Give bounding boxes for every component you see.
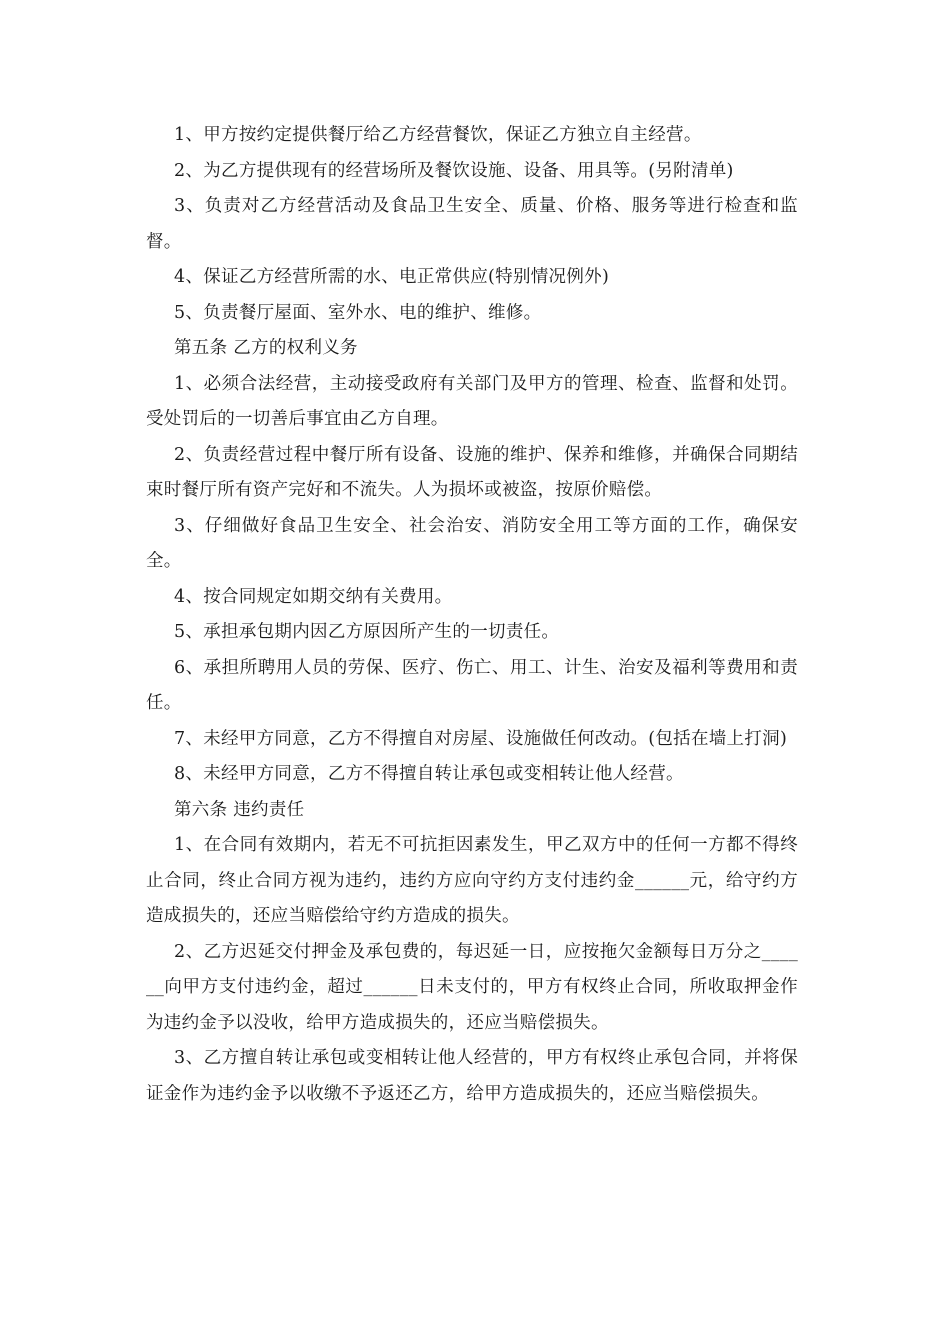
clause-5-item-5: 5、承担承包期内因乙方原因所产生的一切责任。 [174,622,560,642]
document-page [146,118,798,1112]
clause-6-item-1: 1、在合同有效期内，若无不可抗拒因素发生，甲乙双方中的任何一方都不得终止合同，终止合同方视为违约，违约方应向守约方支付违约金______元，给守约方造成损失的，还应当赔偿给守约方造成的损失。 [146,835,798,926]
clause-4-item-2: 2、为乙方提供现有的经营场所及餐饮设施、设备、用具等。(另附清单) [174,160,734,181]
clause-5-heading: 第五条 乙方的权利义务 [174,338,358,358]
clause-5-item-6: 6、承担所聘用人员的劳保、医疗、伤亡、用工、计生、治安及福利等费用和责任。 [146,657,798,713]
clause-5-item-4: 4、按合同规定如期交纳有关费用。 [174,586,453,607]
clause-5-item-2: 2、负责经营过程中餐厅所有设备、设施的维护、保养和维修，并确保合同期结束时餐厅所有资产完好和不流失。人为损坏或被盗，按原价赔偿。 [146,444,798,500]
clause-6-heading: 第六条 违约责任 [174,799,305,820]
clause-5-item-8: 8、未经甲方同意，乙方不得擅自转让承包或变相转让他人经营。 [174,764,684,784]
clause-6-item-3: 3、乙方擅自转让承包或变相转让他人经营的，甲方有权终止承包合同，并将保证金作为违约金予以收缴不予返还乙方，给甲方造成损失的，还应当赔偿损失。 [146,1048,798,1104]
clause-4-item-5: 5、负责餐厅屋面、室外水、电的维护、维修。 [174,302,542,323]
clause-5-item-3: 3、仔细做好食品卫生安全、社会治安、消防安全用工等方面的工作，确保安全。 [146,515,798,571]
clause-6-item-2: 2、乙方迟延交付押金及承包费的，每迟延一日，应按拖欠金额每日万分之______向甲方支付违约金，超过______日未支付的，甲方有权终止合同，所收取押金作为违约金予以没收，给甲方造成损失的，还应当赔偿损失。 [146,941,798,1033]
clause-4-item-3: 3、负责对乙方经营活动及食品卫生安全、质量、价格、服务等进行检查和监督。 [146,196,798,252]
clause-4-item-1: 1、甲方按约定提供餐厅给乙方经营餐饮，保证乙方独立自主经营。 [174,125,702,145]
clause-5-item-1: 1、必须合法经营，主动接受政府有关部门及甲方的管理、检查、监督和处罚。受处罚后的一切善后事宜由乙方自理。 [146,373,798,429]
clause-4-item-4: 4、保证乙方经营所需的水、电正常供应(特别情况例外) [174,267,610,287]
clause-5-item-7: 7、未经甲方同意，乙方不得擅自对房屋、设施做任何改动。(包括在墙上打洞) [174,728,788,749]
